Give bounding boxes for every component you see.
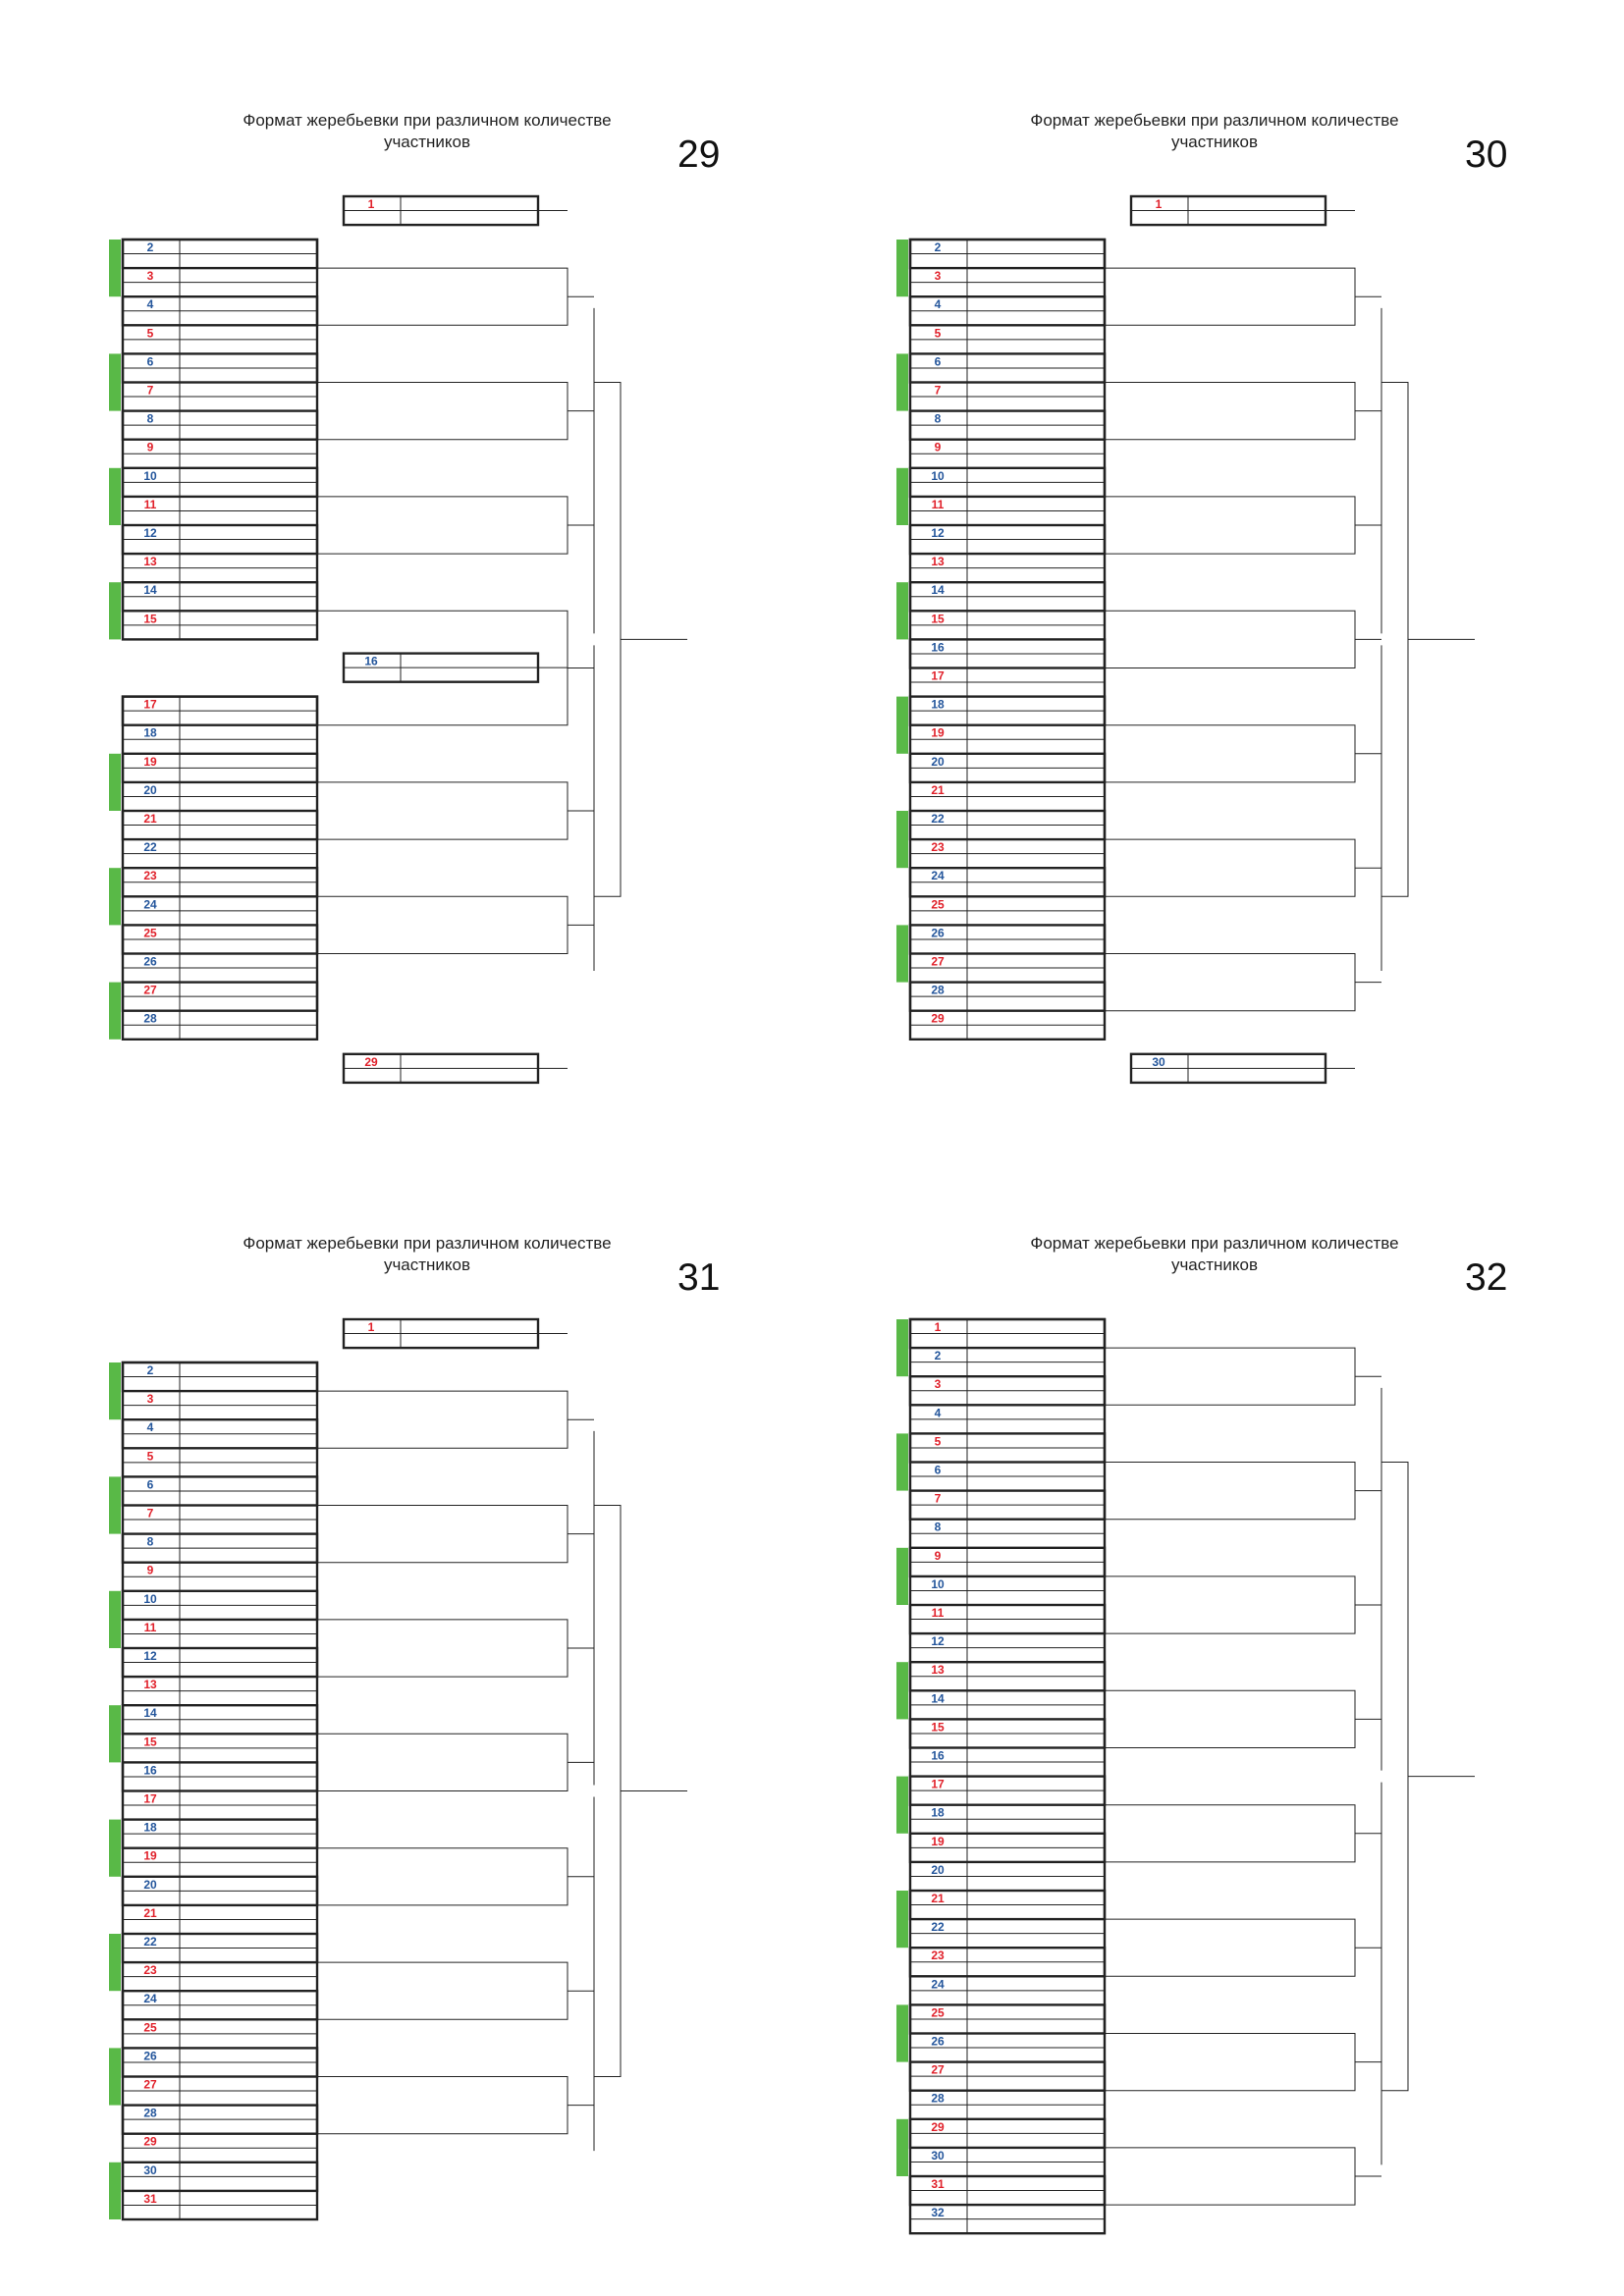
bracket-round-1	[317, 2077, 568, 2134]
seed-marker	[896, 1891, 908, 1948]
slot-number: 2	[934, 1349, 942, 1363]
bracket-round-1	[317, 1734, 568, 1790]
slot-number: 8	[934, 1520, 942, 1534]
seed-marker	[109, 240, 121, 296]
bracket-round-1	[1105, 954, 1355, 1011]
slot-number: 10	[931, 468, 945, 483]
bracket-round-1	[1105, 2034, 1355, 2091]
slot-number: 23	[931, 1949, 945, 1963]
seed-marker	[896, 697, 908, 754]
slot-number: 19	[143, 754, 157, 769]
seed-marker	[896, 811, 908, 868]
participant-count: 30	[1465, 133, 1508, 176]
slot-number: 21	[931, 1892, 945, 1905]
seed-marker	[109, 868, 121, 925]
slot-number: 16	[931, 640, 945, 655]
seed-marker	[109, 2163, 121, 2219]
slot-number: 12	[143, 1649, 157, 1663]
slot-number: 23	[143, 869, 157, 883]
slot-number: 9	[146, 1563, 154, 1577]
slot-number: 6	[934, 354, 942, 369]
slot-number: 8	[934, 411, 942, 426]
seed-marker	[109, 582, 121, 639]
slot-number: 10	[931, 1576, 945, 1591]
slot-number: 27	[143, 983, 157, 997]
bracket-panel-31	[69, 1123, 881, 2242]
slot-number: 4	[146, 1420, 154, 1435]
panel-title: Формат жеребьевки при различном количестве участников	[1030, 111, 1399, 151]
slot-number: 22	[143, 1935, 157, 1949]
bracket-round-1	[317, 1506, 568, 1563]
slot-number: 7	[146, 383, 154, 398]
slot-number: 22	[931, 1920, 945, 1935]
slot-number: 1	[934, 1320, 942, 1334]
bracket-diagram	[856, 0, 1624, 1119]
seed-marker	[896, 2119, 908, 2176]
bracket-round-1	[317, 1962, 568, 2019]
slot-number: 19	[931, 725, 945, 740]
slot-number: 4	[146, 297, 154, 312]
slot-number: 8	[146, 411, 154, 426]
bracket-round-1	[1105, 268, 1355, 325]
slot-number: 9	[146, 440, 154, 454]
slot-number: 28	[931, 2091, 945, 2106]
slot-number: 24	[931, 869, 945, 883]
seed-marker	[896, 582, 908, 639]
bye-number: 16	[364, 654, 378, 668]
slot-number: 14	[143, 1706, 157, 1721]
slot-number: 7	[146, 1506, 154, 1521]
slot-number: 11	[931, 497, 945, 511]
slot-number: 26	[931, 2034, 945, 2049]
slot-number: 19	[143, 1848, 157, 1863]
seed-marker	[896, 1777, 908, 1834]
panel-title: Формат жеребьевки при различном количестве участников	[243, 1234, 612, 1274]
bracket-round-1	[1105, 1576, 1355, 1633]
slot-number: 27	[931, 2062, 945, 2077]
bracket-round-1	[317, 896, 568, 953]
bracket-round-1	[1105, 725, 1355, 782]
slot-number: 23	[143, 1963, 157, 1978]
slot-number: 25	[143, 926, 157, 940]
slot-number: 13	[931, 555, 945, 569]
slot-number: 18	[931, 697, 945, 712]
seed-marker	[109, 983, 121, 1040]
bracket-diagram	[69, 0, 881, 1119]
slot-number: 21	[931, 782, 945, 797]
bracket-round-1	[317, 383, 568, 440]
slot-number: 17	[931, 668, 945, 683]
seed-marker	[109, 1591, 121, 1648]
slot-number: 25	[143, 2020, 157, 2035]
slot-number: 29	[143, 2134, 157, 2149]
bracket-round-1	[317, 497, 568, 554]
seed-marker	[109, 1362, 121, 1419]
bracket-panel-29	[69, 0, 881, 1119]
seed-marker	[109, 754, 121, 811]
slot-number: 18	[143, 725, 157, 740]
slot-number: 31	[143, 2191, 157, 2206]
bye-number: 1	[367, 1320, 375, 1334]
slot-number: 20	[931, 754, 945, 769]
panel-title: Формат жеребьевки при различном количестве участников	[243, 111, 612, 151]
bracket-round-1	[317, 782, 568, 839]
bracket-round-1	[317, 268, 568, 325]
slot-number: 14	[931, 1691, 945, 1706]
seed-marker	[896, 925, 908, 982]
slot-number: 17	[143, 1791, 157, 1806]
slot-number: 27	[931, 954, 945, 969]
slot-number: 25	[931, 897, 945, 912]
slot-number: 6	[934, 1463, 942, 1477]
slot-number: 20	[143, 1877, 157, 1892]
slot-number: 3	[146, 269, 154, 284]
slot-number: 12	[931, 1634, 945, 1649]
slot-number: 30	[143, 2163, 157, 2177]
slot-number: 18	[931, 1805, 945, 1820]
bracket-round-3	[1381, 1463, 1408, 2091]
slot-number: 5	[934, 326, 942, 341]
slot-number: 14	[931, 583, 945, 598]
seed-marker	[109, 353, 121, 410]
seed-marker	[109, 1934, 121, 1991]
slot-number: 32	[931, 2206, 945, 2220]
slot-number: 2	[146, 240, 154, 254]
slot-number: 12	[931, 526, 945, 540]
slot-number: 6	[146, 354, 154, 369]
slot-number: 22	[143, 840, 157, 855]
slot-number: 28	[143, 2106, 157, 2120]
seed-marker	[896, 1662, 908, 1719]
participant-count: 31	[677, 1256, 721, 1299]
bracket-round-1	[1105, 2148, 1355, 2205]
participant-count: 32	[1465, 1256, 1508, 1299]
bracket-round-3	[1381, 383, 1408, 897]
seed-marker	[896, 1319, 908, 1376]
bracket-round-1	[1105, 383, 1355, 440]
slot-number: 6	[146, 1477, 154, 1492]
panel-title: Формат жеребьевки при различном количестве участников	[1030, 1234, 1399, 1274]
bye-number: 30	[1152, 1054, 1165, 1069]
slot-number: 21	[143, 1905, 157, 1920]
seed-marker	[109, 1820, 121, 1877]
slot-number: 13	[143, 1678, 157, 1692]
bracket-panel-32	[856, 1123, 1624, 2242]
slot-number: 26	[931, 926, 945, 940]
slot-number: 12	[143, 526, 157, 540]
slot-number: 17	[143, 697, 157, 712]
slot-number: 8	[146, 1534, 154, 1549]
slot-number: 20	[143, 782, 157, 797]
slot-number: 22	[931, 812, 945, 826]
slot-number: 23	[931, 840, 945, 855]
slot-number: 25	[931, 2005, 945, 2020]
bracket-round-1	[1105, 497, 1355, 554]
slot-number: 16	[143, 1763, 157, 1778]
slot-number: 4	[934, 1406, 942, 1420]
bracket-round-1	[317, 1391, 568, 1448]
slot-number: 2	[934, 240, 942, 254]
bracket-round-1	[1105, 1690, 1355, 1747]
slot-number: 15	[143, 612, 157, 626]
slot-number: 11	[931, 1606, 945, 1620]
seed-marker	[896, 1433, 908, 1490]
bracket-round-1	[1105, 1919, 1355, 1976]
slot-number: 26	[143, 954, 157, 969]
seed-marker	[896, 240, 908, 296]
seed-marker	[109, 2048, 121, 2105]
slot-number: 5	[146, 326, 154, 341]
bracket-round-1	[1105, 1463, 1355, 1520]
slot-number: 27	[143, 2077, 157, 2092]
bracket-diagram	[69, 1123, 881, 2242]
slot-number: 2	[146, 1363, 154, 1377]
slot-number: 24	[143, 897, 157, 912]
slot-number: 15	[931, 1720, 945, 1735]
bracket-round-1	[1105, 1348, 1355, 1405]
seed-marker	[896, 468, 908, 525]
slot-number: 30	[931, 2148, 945, 2163]
seed-marker	[896, 353, 908, 410]
bracket-round-1	[1105, 839, 1355, 896]
slot-number: 17	[931, 1777, 945, 1791]
bracket-round-3	[594, 383, 621, 897]
bracket-round-1	[317, 1620, 568, 1677]
seed-marker	[896, 1548, 908, 1605]
seed-marker	[109, 1476, 121, 1533]
bye-number: 1	[367, 197, 375, 211]
bye-number: 1	[1155, 197, 1163, 211]
bracket-round-1	[317, 1848, 568, 1905]
slot-number: 4	[934, 297, 942, 312]
bracket-panel-30	[856, 0, 1624, 1119]
seed-marker	[109, 1705, 121, 1762]
bye-number: 29	[364, 1054, 378, 1069]
bracket-diagram	[856, 1123, 1624, 2242]
slot-number: 3	[934, 269, 942, 284]
slot-number: 21	[143, 812, 157, 826]
slot-number: 9	[934, 1548, 942, 1563]
participant-count: 29	[677, 133, 721, 176]
slot-number: 29	[931, 2119, 945, 2134]
slot-number: 13	[931, 1663, 945, 1678]
slot-number: 29	[931, 1011, 945, 1026]
bracket-round-1	[1105, 1805, 1355, 1862]
slot-number: 19	[931, 1834, 945, 1848]
slot-number: 11	[143, 497, 157, 511]
slot-number: 26	[143, 2049, 157, 2063]
slot-number: 18	[143, 1820, 157, 1835]
slot-number: 28	[143, 1011, 157, 1026]
slot-number: 10	[143, 1591, 157, 1606]
bracket-round-3	[594, 1506, 621, 2077]
seed-marker	[896, 2004, 908, 2061]
slot-number: 20	[931, 1862, 945, 1877]
slot-number: 24	[143, 1992, 157, 2006]
slot-number: 13	[143, 555, 157, 569]
slot-number: 5	[934, 1434, 942, 1449]
slot-number: 10	[143, 468, 157, 483]
bracket-round-1	[1105, 611, 1355, 667]
slot-number: 11	[143, 1620, 157, 1634]
slot-number: 9	[934, 440, 942, 454]
slot-number: 16	[931, 1748, 945, 1763]
seed-marker	[109, 468, 121, 525]
slot-number: 7	[934, 383, 942, 398]
slot-number: 28	[931, 983, 945, 997]
slot-number: 15	[143, 1735, 157, 1749]
slot-number: 5	[146, 1449, 154, 1464]
slot-number: 14	[143, 583, 157, 598]
slot-number: 31	[931, 2177, 945, 2191]
slot-number: 15	[931, 612, 945, 626]
slot-number: 3	[934, 1377, 942, 1392]
slot-number: 7	[934, 1491, 942, 1506]
slot-number: 24	[931, 1977, 945, 1992]
slot-number: 3	[146, 1392, 154, 1407]
